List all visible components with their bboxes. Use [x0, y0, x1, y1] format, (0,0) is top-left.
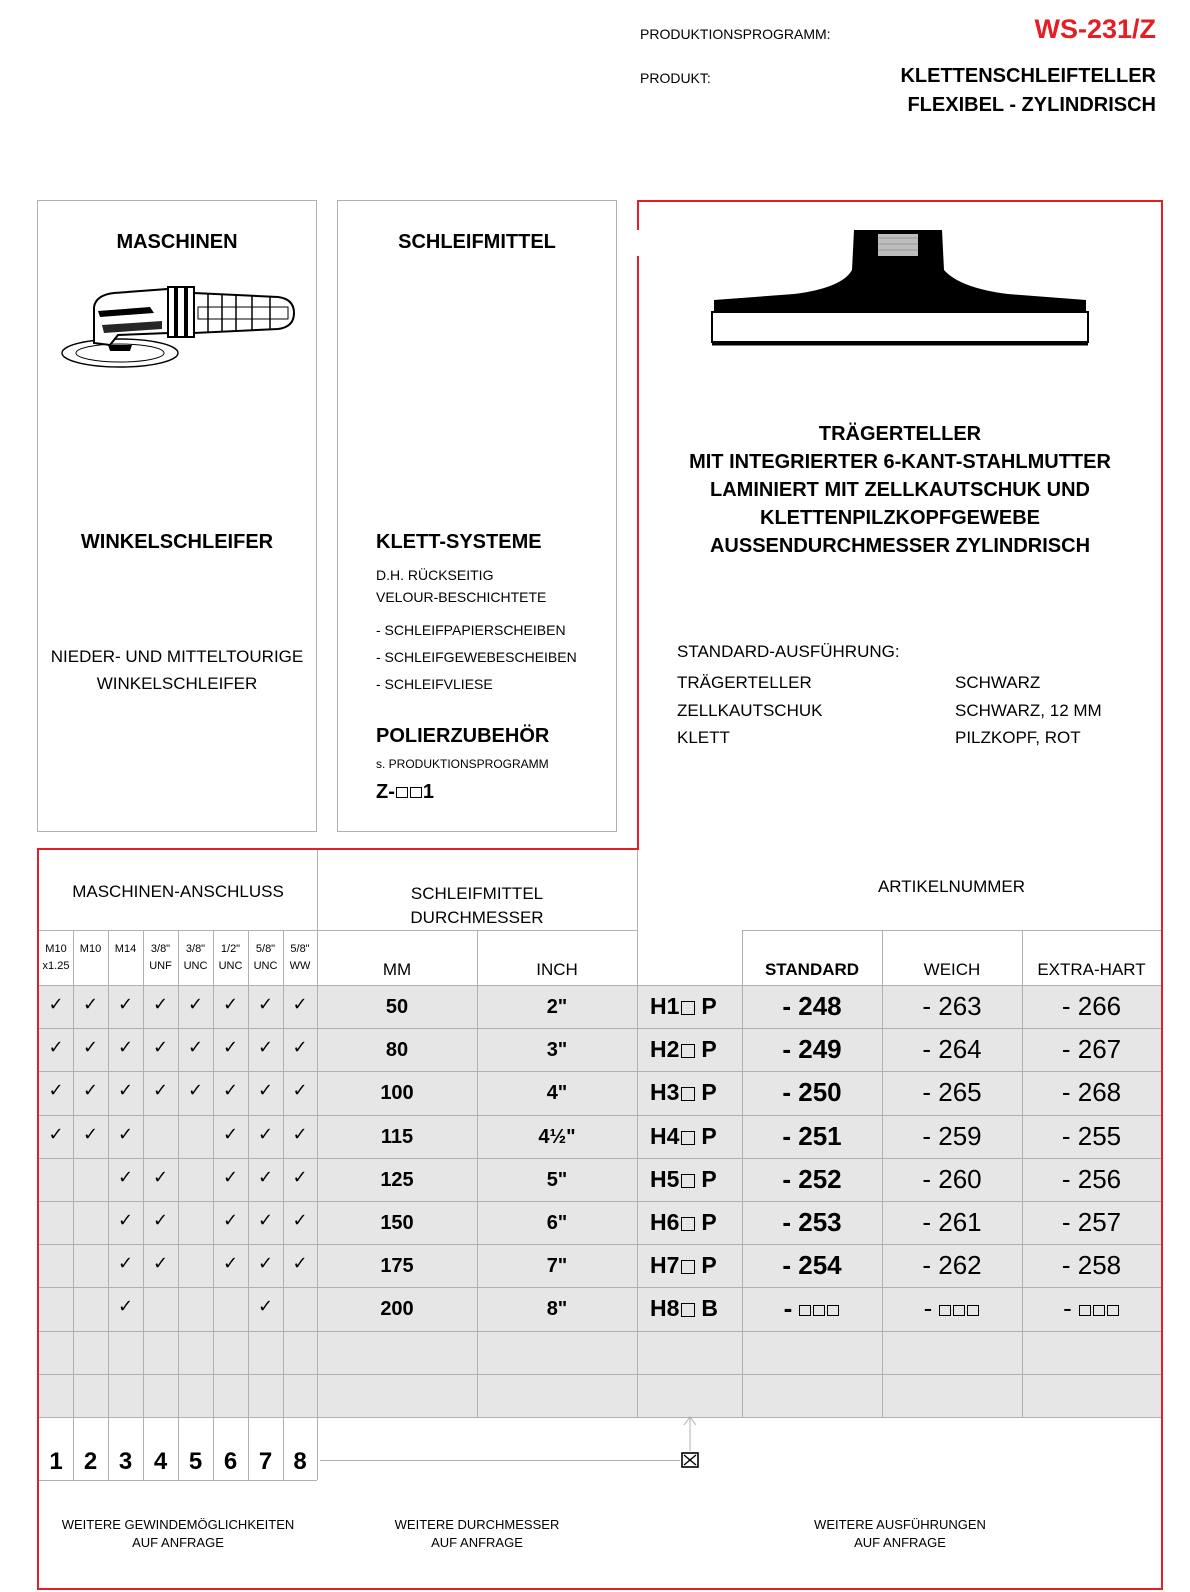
article-number-text: - 249 — [782, 1034, 842, 1065]
col-inch: INCH — [536, 960, 578, 979]
article-number-hart — [1022, 1034, 1161, 1065]
product-desc-line: MIT INTEGRIERTER 6-KANT-STAHLMUTTER — [689, 451, 1111, 473]
check-icon: ✓ — [48, 1037, 64, 1058]
article-number-std — [742, 1121, 882, 1152]
article-number-text: - 255 — [1061, 1120, 1122, 1151]
red-frame-middle — [37, 848, 639, 850]
grid-line — [317, 1417, 318, 1480]
thread-size: 5/8" — [255, 943, 276, 955]
article-number-weich — [882, 1164, 1022, 1195]
footer-variants — [639, 1516, 1161, 1552]
thread-size: M10 — [79, 943, 102, 955]
col-mm: MM — [382, 960, 412, 979]
article-number-weich — [882, 1207, 1022, 1238]
column-number: 4 — [153, 1448, 168, 1475]
program-label: PRODUKTIONSPROGRAMM: — [640, 26, 831, 42]
article-code: H7 — [650, 1252, 680, 1279]
abrasives-description — [376, 564, 546, 608]
grid-line — [39, 1158, 1161, 1159]
check-icon: ✓ — [187, 1037, 204, 1058]
placeholder-square-icon — [396, 787, 408, 798]
thread-header — [39, 941, 73, 975]
diameter-inch: 4½" — [538, 1125, 576, 1148]
diameter-mm: 200 — [380, 1298, 414, 1321]
grid-line — [39, 1480, 317, 1481]
product-name-line2: FLEXIBEL - ZYLINDRISCH — [907, 94, 1156, 116]
red-frame-bottom — [37, 1588, 1163, 1590]
article-prefix — [650, 1209, 742, 1236]
abrasives-list — [376, 617, 577, 698]
thread-header — [213, 941, 248, 975]
placeholder-square-icon — [681, 1044, 695, 1058]
article-suffix: P — [701, 1165, 717, 1192]
check-icon: ✓ — [257, 1210, 274, 1230]
article-code: H8 — [650, 1295, 680, 1322]
article-number-std — [742, 1164, 882, 1195]
thread-type: UNC — [183, 960, 208, 972]
check-icon: ✓ — [117, 1253, 134, 1274]
article-number-std — [742, 1034, 882, 1065]
diameter-inch: 6" — [546, 1212, 568, 1234]
footer-diameters — [317, 1516, 637, 1552]
thread-size: M14 — [114, 943, 137, 955]
spec-name: ZELLKAUTSCHUK — [677, 700, 823, 720]
article-number-hart — [1022, 1293, 1161, 1324]
thread-type: UNF — [149, 960, 172, 972]
article-number-text: - 261 — [922, 1207, 982, 1237]
article-suffix: P — [701, 993, 717, 1019]
article-number-text: - 266 — [1061, 991, 1122, 1021]
article-code: H5 — [650, 1165, 680, 1192]
connection-header: MASCHINEN-ANSCHLUSS — [72, 882, 284, 901]
placeholder-square-icon — [939, 1305, 951, 1316]
placeholder-square-icon — [1107, 1305, 1119, 1316]
marker-box-icon — [670, 1415, 710, 1471]
diameter-inch: 4" — [546, 1082, 568, 1105]
article-number-hart — [1022, 1121, 1161, 1152]
abrasive-item: - SCHLEIFVLIESE — [376, 676, 493, 692]
article-number-text: - 256 — [1061, 1163, 1122, 1194]
diameter-inch: 5" — [546, 1168, 568, 1191]
product-desc-line: AUSSENDURCHMESSER ZYLINDRISCH — [709, 535, 1091, 557]
backing-pad-icon — [708, 228, 1094, 348]
placeholder-square-icon — [799, 1305, 811, 1316]
article-number-weich — [882, 1250, 1022, 1281]
article-number-text: - 258 — [1061, 1250, 1122, 1281]
diameter-mm: 115 — [380, 1125, 414, 1148]
article-number-text: - 267 — [1061, 1034, 1122, 1065]
footer-diam-line1: WEITERE DURCHMESSER — [394, 1517, 560, 1532]
article-number-std — [742, 1207, 882, 1238]
grid-line — [39, 1201, 1161, 1202]
article-number-text: - — [1063, 1293, 1072, 1324]
check-icon: ✓ — [152, 1166, 169, 1187]
column-number: 3 — [118, 1448, 133, 1475]
thread-size: 1/2" — [220, 943, 241, 955]
standard-heading: STANDARD-AUSFÜHRUNG: — [677, 642, 900, 661]
thread-type: x1.25 — [42, 960, 70, 972]
check-icon: ✓ — [257, 1253, 274, 1274]
check-icon: ✓ — [82, 994, 99, 1014]
check-icon: ✓ — [152, 1080, 169, 1101]
check-icon: ✓ — [222, 1037, 239, 1058]
product-name-line1: KLETTENSCHLEIFTELLER — [900, 65, 1156, 87]
thread-header — [108, 941, 143, 958]
product-description — [639, 420, 1161, 560]
diameter-mm: 175 — [380, 1255, 414, 1278]
machine-type: WINKELSCHLEIFER — [80, 531, 274, 553]
article-number-text: - 248 — [782, 991, 842, 1021]
footer-var-line1: WEITERE AUSFÜHRUNGEN — [814, 1517, 986, 1532]
table-row — [39, 1374, 1161, 1417]
article-number-std — [742, 1250, 882, 1281]
product-desc-line: LAMINIERT MIT ZELLKAUTSCHUK UND — [710, 479, 1090, 501]
red-frame-notch — [637, 200, 639, 230]
polish-code — [376, 781, 434, 804]
check-icon: ✓ — [187, 994, 204, 1014]
article-number-text: - 259 — [922, 1120, 982, 1151]
article-code: H2 — [650, 1036, 680, 1063]
grid-line — [39, 1115, 1161, 1116]
grid-line — [39, 985, 1161, 986]
machine-desc-line1: NIEDER- UND MITTELTOURIGE — [50, 647, 304, 666]
article-number-weich — [882, 1077, 1022, 1108]
placeholder-square-icon — [1079, 1305, 1091, 1316]
footer-threads-line1: WEITERE GEWINDEMÖGLICHKEITEN — [61, 1517, 295, 1532]
product-desc-line: KLETTENPILZKOPFGEWEBE — [760, 507, 1040, 529]
check-icon: ✓ — [222, 1210, 239, 1230]
check-icon: ✓ — [292, 1210, 308, 1230]
check-icon: ✓ — [292, 1123, 308, 1144]
check-icon: ✓ — [152, 994, 169, 1014]
polish-code-prefix: Z- — [376, 781, 395, 803]
column-number: 6 — [223, 1448, 238, 1475]
column-number: 8 — [293, 1448, 307, 1475]
polish-code-suffix: 1 — [422, 781, 435, 803]
abrasives-desc-line2: VELOUR-BESCHICHTETE — [376, 589, 547, 605]
machines-title: MASCHINEN — [116, 231, 238, 253]
check-icon: ✓ — [117, 994, 134, 1014]
article-prefix — [650, 1295, 742, 1322]
polish-reference: s. PRODUKTIONSPROGRAMM — [376, 757, 549, 771]
angle-grinder-icon — [58, 285, 298, 385]
article-number-hart — [1022, 991, 1161, 1022]
column-number: 1 — [49, 1448, 63, 1475]
grid-line — [39, 930, 637, 931]
article-prefix — [650, 1166, 742, 1193]
diameter-header-line2: DURCHMESSER — [410, 908, 544, 927]
grid-line — [742, 930, 1161, 931]
placeholder-square-icon — [681, 1260, 695, 1274]
article-number-text: - 252 — [782, 1163, 842, 1194]
article-code: H4 — [650, 1122, 680, 1149]
machine-description — [38, 643, 316, 697]
check-icon: ✓ — [292, 1166, 308, 1187]
red-frame-right — [1161, 200, 1163, 1590]
article-number-hart — [1022, 1207, 1161, 1238]
check-icon: ✓ — [117, 1166, 134, 1187]
diameter-mm: 50 — [385, 996, 409, 1018]
diameter-inch: 2" — [546, 996, 568, 1018]
footer-threads-line2: AUF ANFRAGE — [132, 1535, 224, 1550]
check-icon: ✓ — [292, 994, 308, 1014]
article-number-text: - 253 — [782, 1207, 842, 1237]
placeholder-square-icon — [410, 787, 422, 798]
polish-title: POLIERZUBEHÖR — [376, 725, 550, 747]
article-header: ARTIKELNUMMER — [877, 877, 1026, 896]
check-icon: ✓ — [82, 1037, 99, 1058]
article-number-hart — [1022, 1250, 1161, 1281]
grid-line — [39, 1071, 1161, 1072]
article-suffix: P — [701, 1122, 717, 1149]
placeholder-square-icon — [681, 1174, 695, 1188]
article-number-weich — [882, 1121, 1022, 1152]
diameter-inch: 8" — [546, 1298, 568, 1321]
article-number-text: - — [923, 1293, 933, 1324]
footer-threads — [39, 1516, 317, 1552]
abrasive-item: - SCHLEIFPAPIERSCHEIBEN — [376, 622, 566, 638]
placeholder-square-icon — [681, 1303, 695, 1317]
article-number-text: - 250 — [782, 1077, 842, 1108]
check-icon: ✓ — [222, 1080, 239, 1101]
check-icon: ✓ — [48, 1080, 64, 1101]
article-number-std — [742, 1293, 882, 1324]
check-icon: ✓ — [222, 1123, 239, 1144]
article-number-text: - — [783, 1293, 793, 1324]
grid-line — [39, 1028, 1161, 1029]
column-number: 2 — [83, 1448, 98, 1475]
article-number-text: - 254 — [782, 1250, 842, 1281]
article-number-hart — [1022, 1164, 1161, 1195]
check-icon: ✓ — [187, 1080, 204, 1101]
spec-names — [677, 669, 822, 752]
check-icon: ✓ — [82, 1123, 99, 1144]
table-row — [39, 1331, 1161, 1374]
diameter-mm: 150 — [380, 1212, 414, 1234]
grid-line — [39, 1331, 1161, 1332]
check-icon: ✓ — [82, 1080, 99, 1101]
placeholder-square-icon — [681, 1087, 695, 1101]
placeholder-square-icon — [681, 1131, 695, 1145]
spec-value: SCHWARZ, 12 MM — [955, 700, 1102, 720]
diameter-mm: 80 — [385, 1039, 409, 1062]
grid-line — [39, 1374, 1161, 1375]
check-icon: ✓ — [152, 1210, 169, 1230]
check-icon: ✓ — [292, 1080, 308, 1101]
col-standard: STANDARD — [764, 960, 860, 979]
check-icon: ✓ — [257, 1166, 274, 1187]
article-number-text: - 260 — [922, 1163, 982, 1194]
product-label: PRODUKT: — [640, 70, 711, 86]
article-number-std — [742, 1077, 882, 1108]
check-icon: ✓ — [117, 1123, 134, 1144]
diameter-mm: 125 — [380, 1168, 414, 1191]
article-code: H3 — [650, 1079, 680, 1106]
article-prefix — [650, 1079, 742, 1106]
check-icon: ✓ — [257, 1123, 274, 1144]
thread-type: WW — [289, 960, 311, 972]
abrasive-item: - SCHLEIFGEWEBESCHEIBEN — [376, 649, 577, 665]
check-icon: ✓ — [257, 1296, 274, 1317]
thread-header — [248, 941, 283, 975]
grid-line — [39, 1287, 1161, 1288]
product-name — [900, 62, 1156, 120]
machine-desc-line2: WINKELSCHLEIFER — [96, 674, 258, 693]
check-icon: ✓ — [48, 994, 64, 1014]
article-number-weich — [882, 1034, 1022, 1065]
spec-name: KLETT — [677, 728, 730, 747]
article-number-text: - 265 — [922, 1077, 982, 1108]
thread-type: UNC — [218, 960, 243, 972]
marker-guide-line — [320, 1460, 680, 1461]
article-number-std — [742, 991, 882, 1022]
red-frame-top — [637, 200, 1163, 202]
thread-header — [283, 941, 317, 975]
article-number-text: - 251 — [782, 1120, 842, 1151]
machines-box — [37, 200, 317, 832]
check-icon: ✓ — [222, 1166, 239, 1187]
article-prefix — [650, 1036, 742, 1063]
article-suffix: P — [701, 1252, 717, 1279]
abrasives-desc-line1: D.H. RÜCKSEITIG — [376, 567, 494, 583]
check-icon: ✓ — [48, 1123, 64, 1144]
check-icon: ✓ — [152, 1037, 169, 1058]
article-number-text: - 262 — [922, 1250, 982, 1281]
check-icon: ✓ — [152, 1253, 169, 1274]
column-number: 5 — [188, 1448, 203, 1475]
thread-header — [178, 941, 213, 975]
grid-line — [637, 850, 638, 1417]
check-icon: ✓ — [117, 1037, 134, 1058]
thread-header — [73, 941, 108, 958]
spec-values — [955, 669, 1102, 752]
article-number-weich — [882, 1293, 1022, 1324]
article-suffix: P — [701, 1036, 717, 1063]
check-icon: ✓ — [222, 1253, 239, 1274]
article-suffix: P — [701, 1209, 717, 1235]
footer-var-line2: AUF ANFRAGE — [854, 1535, 946, 1550]
article-number-text: - 263 — [922, 991, 982, 1021]
abrasives-subtitle: KLETT-SYSTEME — [376, 531, 542, 553]
diameter-header-line1: SCHLEIFMITTEL — [410, 884, 544, 903]
placeholder-square-icon — [1093, 1305, 1105, 1316]
check-icon: ✓ — [257, 1080, 274, 1101]
check-icon: ✓ — [292, 1037, 308, 1058]
grid-line — [39, 1244, 1161, 1245]
column-number: 7 — [258, 1448, 273, 1475]
diameter-inch: 3" — [546, 1039, 568, 1062]
product-code: WS-231/Z — [1034, 14, 1156, 44]
placeholder-square-icon — [827, 1305, 839, 1316]
check-icon: ✓ — [257, 1037, 274, 1058]
check-icon: ✓ — [257, 994, 274, 1014]
spec-value: PILZKOPF, ROT — [955, 728, 1081, 747]
article-number-weich — [882, 991, 1022, 1022]
spec-name: TRÄGERTELLER — [677, 673, 812, 692]
thread-size: 3/8" — [150, 943, 171, 955]
article-number-hart — [1022, 1077, 1161, 1108]
product-desc-line: TRÄGERTELLER — [818, 423, 982, 445]
thread-type: UNC — [253, 960, 278, 972]
abrasives-box — [337, 200, 617, 832]
check-icon: ✓ — [117, 1080, 134, 1101]
diameter-header — [317, 882, 637, 930]
col-extra-hart: EXTRA-HART — [1037, 960, 1146, 979]
placeholder-square-icon — [813, 1305, 825, 1316]
diameter-mm: 100 — [380, 1082, 414, 1105]
thread-size: 3/8" — [185, 943, 206, 955]
check-icon: ✓ — [222, 994, 239, 1014]
diameter-inch: 7" — [546, 1255, 568, 1278]
abrasives-title: SCHLEIFMITTEL — [398, 231, 556, 253]
article-suffix: P — [701, 1079, 717, 1106]
thread-size: 5/8" — [290, 943, 310, 955]
article-prefix — [650, 1123, 742, 1150]
placeholder-square-icon — [953, 1305, 965, 1316]
col-weich: WEICH — [923, 960, 981, 979]
article-number-text: - 268 — [1061, 1077, 1122, 1108]
article-prefix — [650, 993, 742, 1020]
article-number-text: - 264 — [922, 1034, 982, 1065]
spec-value: SCHWARZ — [955, 673, 1041, 692]
article-code: H1 — [650, 993, 680, 1019]
check-icon: ✓ — [292, 1253, 308, 1274]
article-number-text: - 257 — [1061, 1207, 1122, 1237]
placeholder-square-icon — [681, 1001, 695, 1015]
footer-diam-line2: AUF ANFRAGE — [431, 1535, 523, 1550]
thread-header — [143, 941, 178, 975]
article-prefix — [650, 1252, 742, 1279]
article-code: H6 — [650, 1209, 680, 1235]
article-suffix: B — [701, 1295, 719, 1322]
thread-size: M10 — [45, 943, 67, 955]
placeholder-square-icon — [681, 1217, 695, 1231]
check-icon: ✓ — [117, 1210, 134, 1230]
grid-line — [39, 1417, 1161, 1418]
check-icon: ✓ — [117, 1296, 134, 1317]
placeholder-square-icon — [967, 1305, 979, 1316]
